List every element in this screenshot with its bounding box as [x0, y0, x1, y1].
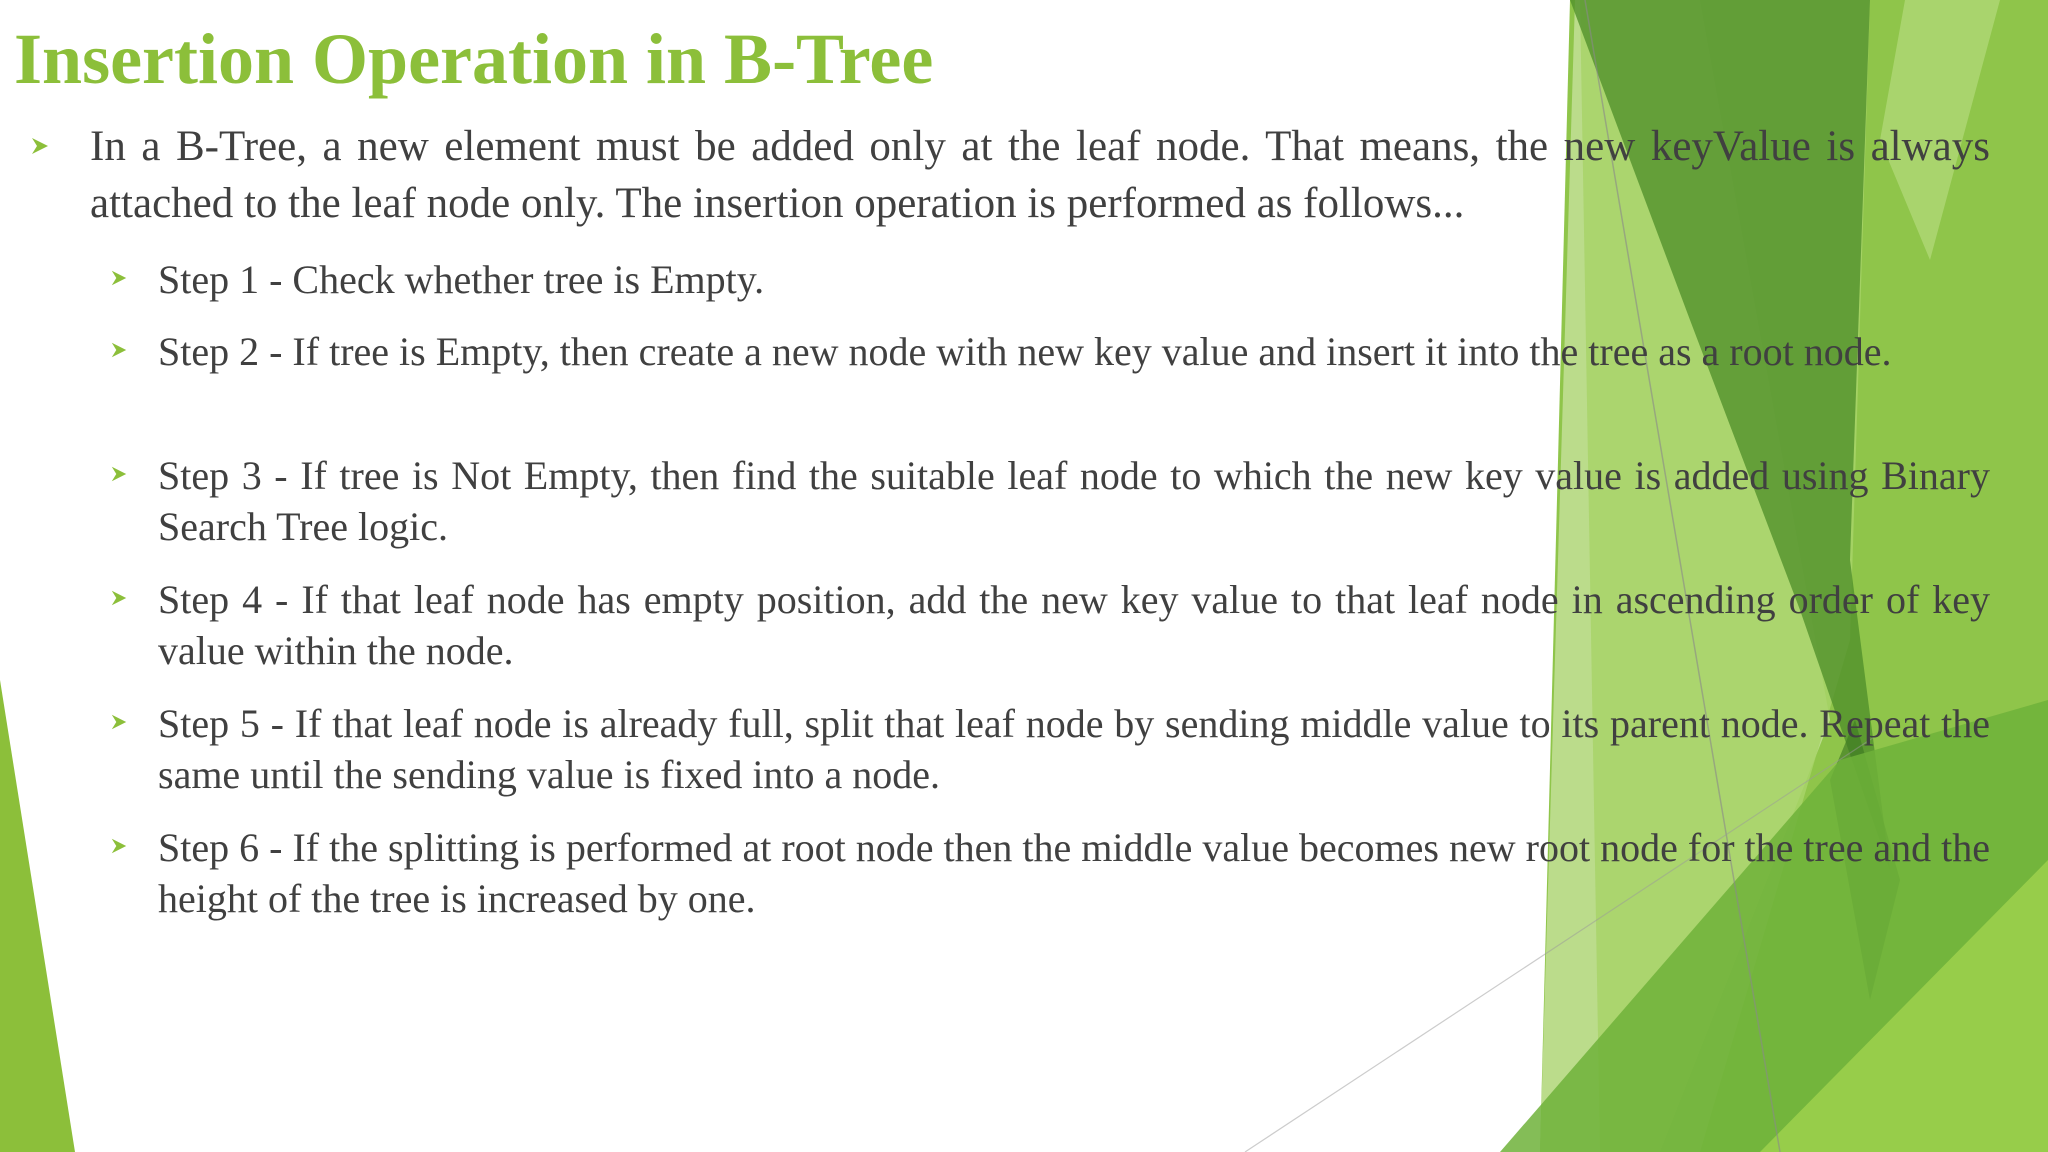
step-text: Step 1 - Check whether tree is Empty.	[158, 257, 765, 302]
left-green-sliver	[0, 680, 75, 1152]
step-item	[110, 326, 1990, 377]
arrowhead-bullet-icon	[110, 574, 158, 612]
arrowhead-bullet-icon	[110, 326, 158, 364]
step-text: Step 3 - If tree is Not Empty, then find the suitable leaf node to which the new key value is added using Binary Search Tree logic.	[158, 453, 1990, 549]
step-item	[110, 450, 1990, 552]
step-item	[110, 698, 1990, 800]
arrowhead-bullet-icon	[30, 118, 90, 161]
intro-bullet	[30, 118, 1990, 232]
slide-title: Insertion Operation in B-Tree	[14, 19, 934, 99]
arrowhead-bullet-icon	[110, 698, 158, 736]
step-item	[110, 254, 1990, 305]
intro-text: In a B-Tree, a new element must be added only at the leaf node. That means, the new keyValue is always attached to the leaf node only. The insertion operation is performed as follows...	[90, 123, 1990, 227]
step-item	[110, 822, 1990, 924]
step-text: Step 6 - If the splitting is performed at root node then the middle value becomes new root node for the tree and the height of the tree is increased by one.	[158, 825, 1990, 921]
arrowhead-bullet-icon	[110, 254, 158, 292]
step-item	[110, 574, 1990, 676]
step-text: Step 2 - If tree is Empty, then create a new node with new key value and insert it into the tree as a root node.	[158, 329, 1892, 374]
arrowhead-bullet-icon	[110, 450, 158, 488]
step-text: Step 4 - If that leaf node has empty position, add the new key value to that leaf node in ascending order of key value within the node.	[158, 577, 1990, 673]
arrowhead-bullet-icon	[110, 822, 158, 860]
step-text: Step 5 - If that leaf node is already full, split that leaf node by sending middle value to its parent node. Repeat the same until the sending value is fixed into a node.	[158, 701, 1990, 797]
